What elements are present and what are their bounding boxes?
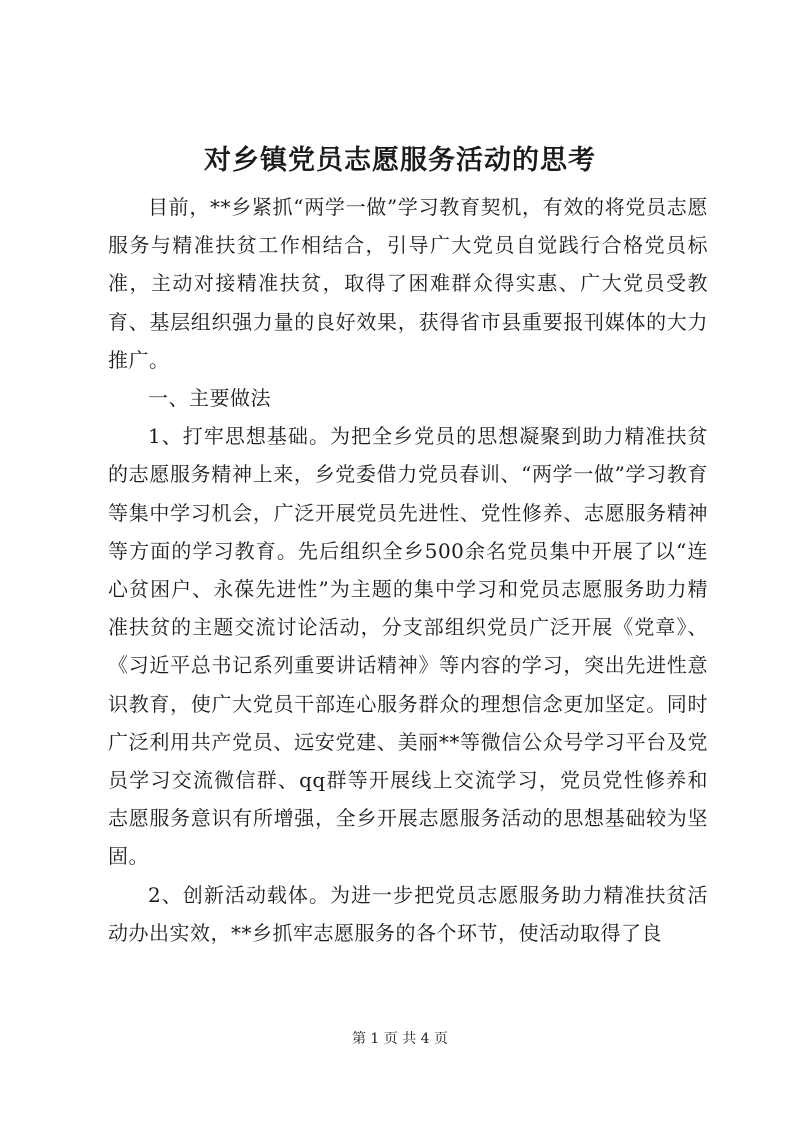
page-footer: 第 1 页 共 4 页 bbox=[351, 1031, 449, 1047]
document-body bbox=[108, 188, 708, 952]
intro-paragraph: 目前，**乡紧抓“两学一做”学习教育契机，有效的将党员志愿服务与精准扶贫工作相结合，引导广大党员自觉践行合格党员标准，主动对接精准扶贫，取得了困难群众得实惠、广大党员受教育、基层组织强力量的良好效果，获得省市县重要报刊媒体的大力推广。 bbox=[108, 195, 708, 372]
section-heading: 一、主要做法 bbox=[148, 386, 271, 411]
paragraph-2: 2、创新活动载体。为进一步把党员志愿服务助力精准扶贫活动办出实效，**乡抓牢志愿服务的各个环节，使活动取得了良 bbox=[108, 882, 708, 945]
document-title: 对乡镇党员志愿服务活动的思考 bbox=[204, 145, 596, 176]
paragraph-1: 1、打牢思想基础。为把全乡党员的思想凝聚到助力精准扶贫的志愿服务精神上来，乡党委借力党员春训、“两学一做”学习教育等集中学习机会，广泛开展党员先进性、党性修养、志愿服务精神等方面的学习教育。先后组织全乡500余名党员集中开展了以“连心贫困户、永葆先进性”为主题的集中学习和党员志愿服务助力精准扶贫的主题交流讨论活动，分支部组织党员广泛开展《党章》、《习近平总书记系列重要讲话精神》等内容的学习，突出先进性意识教育，使广大党员干部连心服务群众的理想信念更加坚定。同时广泛利用共产党员、远安党建、美丽**等微信公众号学习平台及党员学习交流微信群、qq群等开展线上交流学习，党员党性修养和志愿服务意识有所增强，全乡开展志愿服务活动的思想基础较为坚固。 bbox=[108, 424, 708, 869]
